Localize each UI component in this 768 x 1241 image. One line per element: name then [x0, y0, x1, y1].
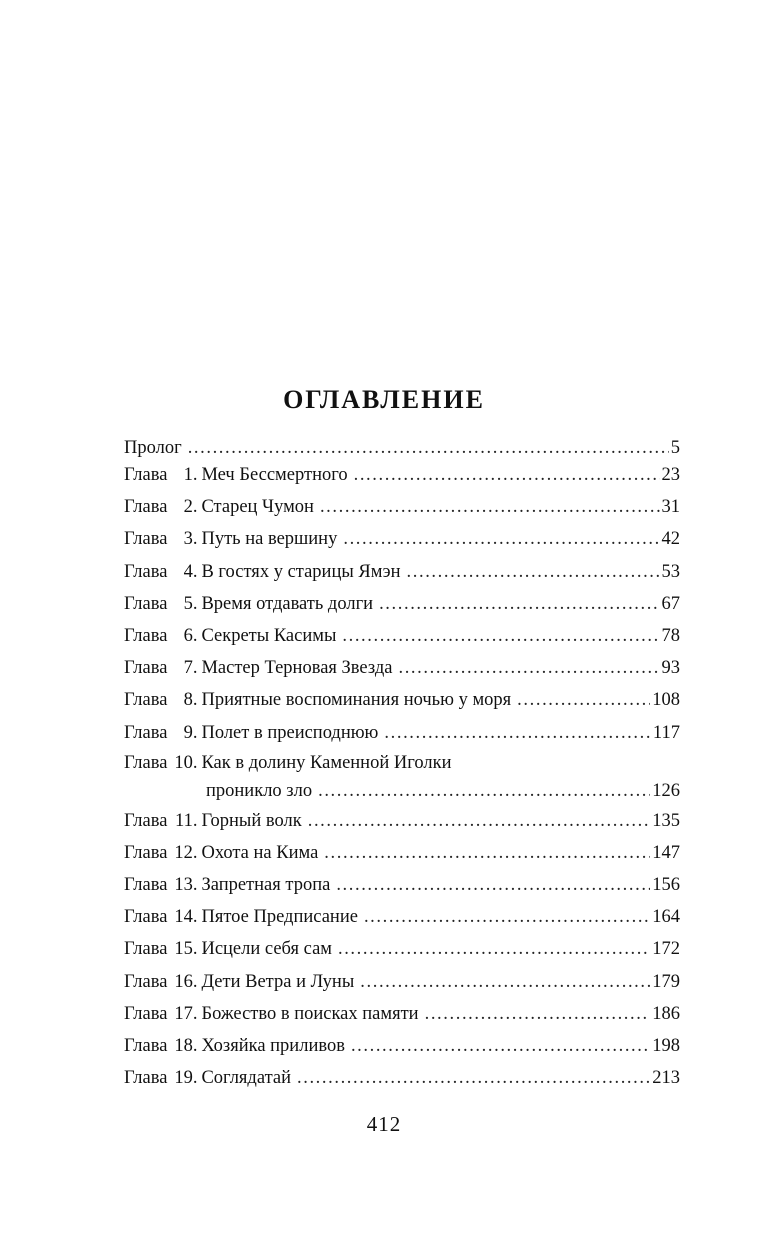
chapter-word: Глава: [124, 810, 168, 831]
dot-leader: [338, 933, 650, 965]
dot-leader: [342, 620, 659, 652]
entry-title: Охота на Кима: [201, 842, 319, 863]
chapter-number: 18.: [174, 1036, 198, 1056]
chapter-word: Глава: [124, 561, 168, 582]
toc-entry-chapter: [124, 717, 680, 749]
chapter-word: Глава: [124, 875, 168, 896]
chapter-word: Глава: [124, 1003, 168, 1024]
toc-entry-chapter: [124, 652, 680, 684]
entry-page: 213: [652, 1068, 680, 1089]
chapter-number: 15.: [174, 939, 198, 960]
chapter-number: 6.: [183, 625, 198, 646]
entry-title: Приятные воспоминания ночью у моря: [201, 690, 512, 711]
entry-page: 53: [661, 561, 680, 582]
chapter-list: [124, 459, 680, 1094]
toc-entry-chapter: [124, 620, 680, 652]
entry-page: 23: [661, 465, 680, 485]
toc-entry-chapter: [124, 998, 680, 1030]
entry-page: 93: [661, 658, 680, 679]
chapter-number: 17.: [174, 1003, 198, 1024]
entry-title: Старец Чумон: [201, 497, 314, 518]
toc-entry-chapter: [124, 1030, 680, 1062]
toc-entry-chapter: [124, 1062, 680, 1094]
chapter-word: Глава: [124, 497, 168, 518]
chapter-number: 12.: [174, 842, 198, 863]
chapter-word: Глава: [124, 842, 168, 863]
dot-leader: [318, 777, 650, 805]
chapter-number: 14.: [174, 907, 198, 928]
toc-entry-chapter: [124, 684, 680, 716]
entry-page: 156: [652, 875, 680, 896]
entry-page: 5: [670, 438, 680, 458]
chapter-number: 8.: [183, 690, 198, 711]
entry-page: 78: [661, 625, 680, 646]
chapter-word: Глава: [124, 1036, 168, 1056]
entry-title: Горный волк: [201, 810, 302, 831]
entry-page: 198: [652, 1036, 680, 1056]
chapter-number: 7.: [183, 658, 198, 679]
chapter-word: Глава: [124, 971, 168, 992]
dot-leader: [297, 1062, 650, 1094]
toc-entry-chapter: [124, 523, 680, 555]
chapter-number: 11.: [175, 810, 198, 831]
chapter-number: 16.: [174, 971, 198, 992]
entry-title-continuation: проникло зло: [206, 780, 313, 801]
toc-entry-chapter: [124, 869, 680, 901]
toc-entry-chapter: [124, 491, 680, 523]
chapter-word: Глава: [124, 690, 168, 711]
chapter-number: 13.: [174, 875, 198, 896]
dot-leader: [343, 523, 659, 555]
table-of-contents: [124, 432, 680, 1094]
chapter-word: Глава: [124, 752, 168, 773]
toc-entry-chapter: [124, 556, 680, 588]
entry-page: 67: [661, 593, 680, 614]
toc-entry-chapter: [124, 588, 680, 620]
toc-entry-chapter: [124, 966, 680, 998]
entry-title: Исцели себя сам: [201, 939, 332, 960]
dot-leader: [336, 869, 650, 901]
entry-title: Мастер Терновая Звезда: [201, 658, 393, 679]
toc-entry-chapter: [124, 901, 680, 933]
chapter-word: Глава: [124, 465, 168, 485]
chapter-word: Глава: [124, 907, 168, 928]
toc-entry-chapter: [124, 749, 680, 777]
dot-leader: [188, 437, 669, 459]
entry-page: 186: [652, 1003, 680, 1024]
toc-entry-chapter: [124, 933, 680, 965]
dot-leader: [360, 966, 650, 998]
entry-title: Полет в преисподнюю: [201, 722, 379, 743]
dot-leader: [425, 998, 651, 1030]
entry-page: 147: [652, 842, 680, 863]
chapter-word: Глава: [124, 625, 168, 646]
dot-leader: [320, 491, 660, 523]
entry-title: Запретная тропа: [201, 875, 331, 896]
chapter-word: Глава: [124, 722, 168, 743]
chapter-number: 3.: [183, 529, 198, 550]
toc-entry-continuation: [124, 777, 680, 805]
dot-leader: [379, 588, 659, 620]
entry-page: 126: [652, 780, 680, 801]
dot-leader: [398, 652, 659, 684]
chapter-word: Глава: [124, 658, 168, 679]
entry-page: 135: [652, 810, 680, 831]
entry-title: В гостях у старицы Ямэн: [201, 561, 401, 582]
dot-leader: [308, 805, 651, 837]
chapter-word: Глава: [124, 593, 168, 614]
chapter-word: Глава: [124, 529, 168, 550]
entry-title: Время отдавать долги: [201, 593, 374, 614]
toc-heading: ОГЛАВЛЕНИЕ: [283, 385, 485, 414]
chapter-number: 5.: [183, 593, 198, 614]
entry-page: 117: [652, 722, 680, 743]
entry-page: 31: [661, 497, 680, 518]
chapter-number: 10.: [174, 752, 198, 773]
chapter-number: 4.: [183, 561, 198, 582]
entry-page: 108: [652, 690, 680, 711]
entry-page: 164: [652, 907, 680, 928]
chapter-word: Глава: [124, 939, 168, 960]
entry-title: Дети Ветра и Луны: [201, 971, 355, 992]
toc-entry-chapter: [124, 459, 680, 491]
entry-title: Божество в поисках памяти: [201, 1003, 419, 1024]
toc-entry-chapter: [124, 837, 680, 869]
chapter-number: 2.: [183, 497, 198, 518]
dot-leader: [517, 684, 650, 716]
entry-title: Секреты Касимы: [201, 625, 337, 646]
dot-leader: [364, 901, 650, 933]
entry-title: Хозяйка приливов: [201, 1036, 345, 1056]
entry-title: Пятое Предписание: [201, 907, 358, 928]
entry-title: Соглядатай: [201, 1068, 291, 1089]
entry-title: Пролог: [124, 438, 182, 458]
chapter-word: Глава: [124, 1068, 168, 1089]
chapter-number: 9.: [183, 722, 198, 743]
entry-page: 179: [652, 971, 680, 992]
entry-page: 172: [652, 939, 680, 960]
page-number: 412: [366, 1112, 402, 1136]
dot-leader: [407, 556, 660, 588]
chapter-number: 1.: [183, 465, 198, 485]
entry-title: Меч Бессмертного: [201, 465, 348, 485]
entry-title: Как в долину Каменной Иголки: [201, 752, 452, 773]
entry-page: 42: [661, 529, 680, 550]
dot-leader: [354, 459, 660, 491]
toc-entry-chapter: [124, 805, 680, 837]
entry-title: Путь на вершину: [201, 529, 338, 550]
dot-leader: [324, 837, 650, 869]
chapter-number: 19.: [174, 1068, 198, 1089]
dot-leader: [351, 1030, 650, 1062]
dot-leader: [384, 717, 651, 749]
toc-entry-prologue: [124, 437, 680, 459]
